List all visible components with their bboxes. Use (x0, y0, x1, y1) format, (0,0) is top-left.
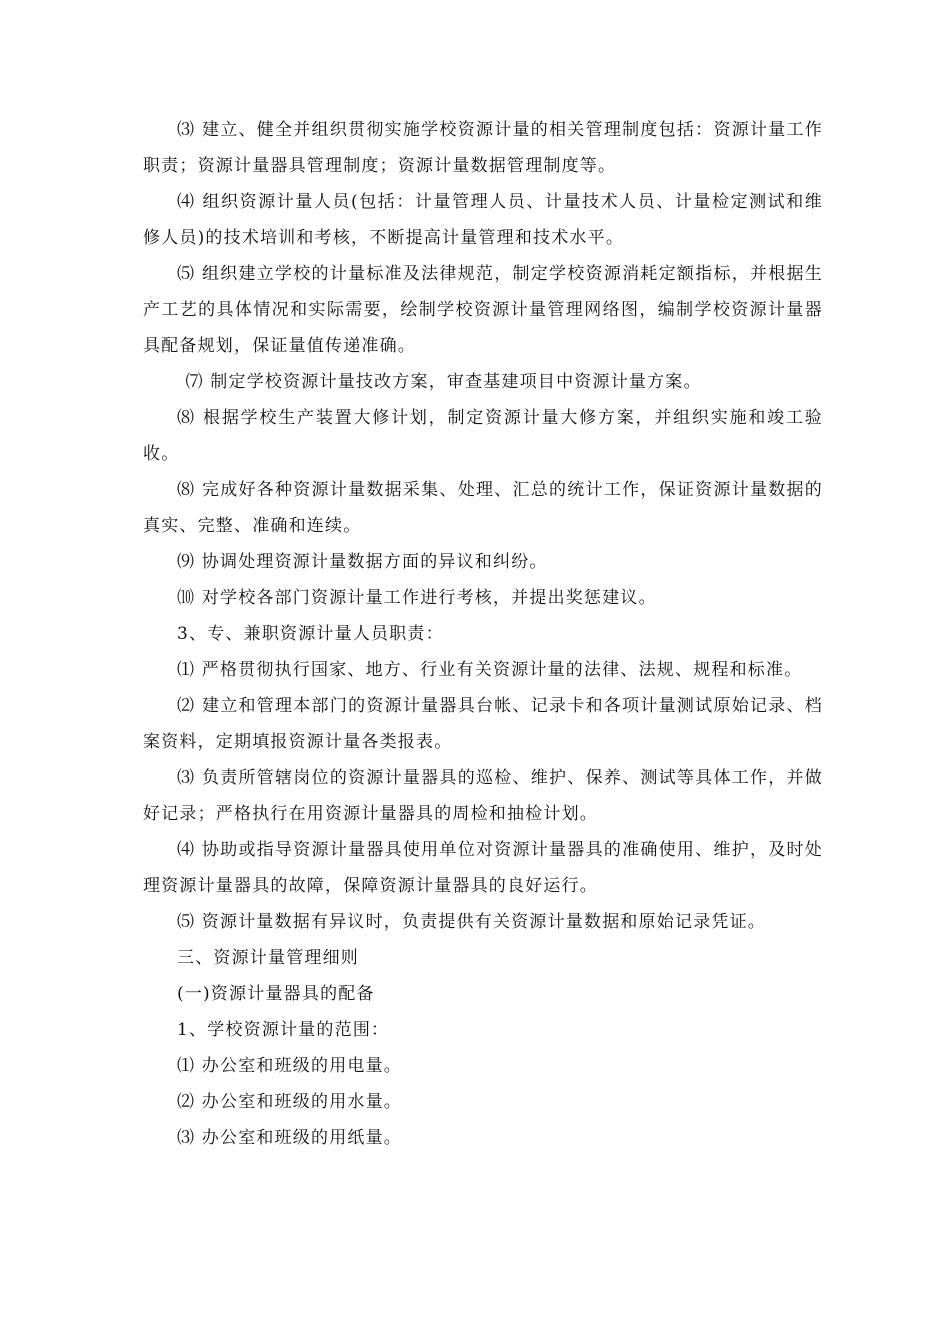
paragraph-staff-2-ledger: ⑵ 建立和管理本部门的资源计量器具台帐、记录卡和各项计量测试原始记录、档案资料，定期填报资源计量各类报表。 (143, 696, 823, 752)
paragraph-staff-3-inspection: ⑶ 负责所管辖岗位的资源计量器具的巡检、维护、保养、测试等具体工作，并做好记录；严格执行在用资源计量器具的周检和抽检计划。 (143, 768, 823, 824)
list-item-electricity: ⑴ 办公室和班级的用电量。 (177, 1056, 403, 1076)
heading-section-3-rules: 三、资源计量管理细则 (177, 948, 359, 968)
document-body (143, 112, 823, 1156)
paragraph-duty-7-retrofit-plan: ⑺ 制定学校资源计量技改方案，审查基建项目中资源计量方案。 (185, 372, 702, 392)
paragraph-duty-8-statistics: ⑻ 完成好各种资源计量数据采集、处理、汇总的统计工作，保证资源计量数据的真实、完整、准确和连续。 (143, 480, 823, 536)
paragraph-staff-1-laws: ⑴ 严格贯彻执行国家、地方、行业有关资源计量的法律、法规、规程和标准。 (177, 660, 803, 680)
list-item-water: ⑵ 办公室和班级的用水量。 (177, 1092, 403, 1112)
list-item-paper: ⑶ 办公室和班级的用纸量。 (177, 1128, 403, 1148)
paragraph-duty-10-assessment: ⑽ 对学校各部门资源计量工作进行考核，并提出奖惩建议。 (177, 588, 657, 608)
heading-subsection-1-equipment: (一)资源计量器具的配备 (177, 984, 375, 1004)
paragraph-duty-4-training: ⑷ 组织资源计量人员(包括：计量管理人员、计量技术人员、计量检定测试和维修人员)的技术培训和考核，不断提高计量管理和技术水平。 (143, 192, 823, 248)
paragraph-staff-5-records: ⑸ 资源计量数据有异议时，负责提供有关资源计量数据和原始记录凭证。 (177, 912, 767, 932)
paragraph-duty-3-management-system: ⑶ 建立、健全并组织贯彻实施学校资源计量的相关管理制度包括：资源计量工作职责；资源计量器具管理制度；资源计量数据管理制度等。 (143, 120, 823, 176)
heading-scope: 1、学校资源计量的范围： (177, 1020, 390, 1040)
paragraph-staff-4-guidance: ⑷ 协助或指导资源计量器具使用单位对资源计量器具的准确使用、维护，及时处理资源计量器具的故障，保障资源计量器具的良好运行。 (143, 840, 823, 896)
paragraph-duty-8-overhaul: ⑻ 根据学校生产装置大修计划，制定资源计量大修方案，并组织实施和竣工验收。 (143, 408, 823, 464)
heading-staff-duties: 3、专、兼职资源计量人员职责： (177, 624, 444, 644)
paragraph-duty-5-standards: ⑸ 组织建立学校的计量标准及法律规范，制定学校资源消耗定额指标，并根据生产工艺的具体情况和实际需要，绘制学校资源计量管理网络图，编制学校资源计量器具配备规划，保证量值传递准确。 (143, 264, 823, 356)
paragraph-duty-9-disputes: ⑼ 协调处理资源计量数据方面的异议和纠纷。 (177, 552, 548, 572)
